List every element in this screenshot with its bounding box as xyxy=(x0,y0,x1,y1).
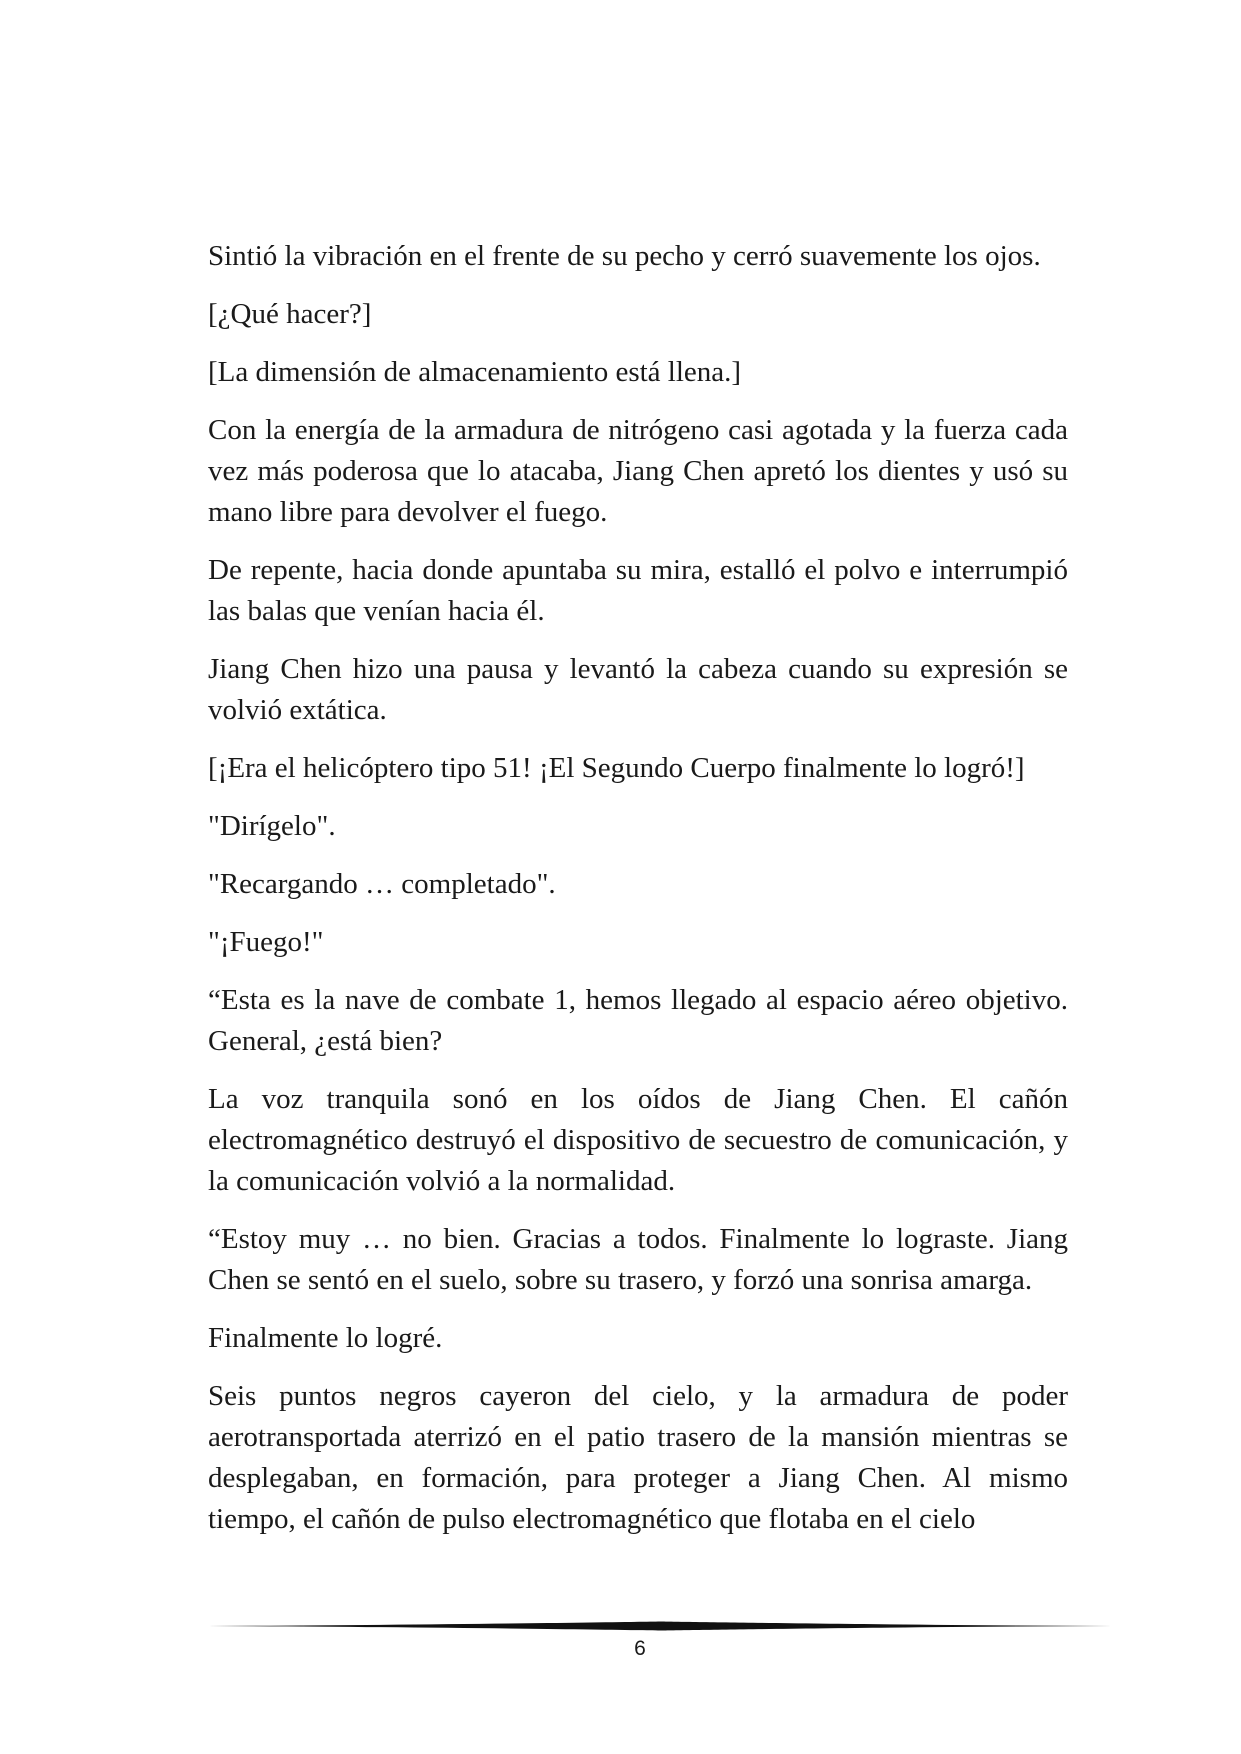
paragraph: Jiang Chen hizo una pausa y levantó la cabeza cuando su expresión se volvió extática. xyxy=(208,653,1068,726)
paragraph: “Esta es la nave de combate 1, hemos llegado al espacio aéreo objetivo. General, ¿está bien? xyxy=(208,984,1068,1057)
paragraph: La voz tranquila sonó en los oídos de Jiang Chen. El cañón electromagnético destruyó el dispositivo de secuestro de comunicación, y la comunicación volvió a la normalidad. xyxy=(208,1083,1068,1197)
paragraph: Seis puntos negros cayeron del cielo, y la armadura de poder aerotransportada aterrizó en el patio trasero de la mansión mientras se desplegaban, en formación, para proteger a Jiang Chen. Al mismo tiempo, el cañón de pulso electromagnético que flotaba en el cielo xyxy=(208,1380,1068,1535)
paragraph: “Estoy muy … no bien. Gracias a todos. Finalmente lo lograste. Jiang Chen se sentó en el suelo, sobre su trasero, y forzó una sonrisa amarga. xyxy=(208,1223,1068,1296)
paragraph: Sintió la vibración en el frente de su pecho y cerró suavemente los ojos. xyxy=(208,240,1041,272)
footer-divider xyxy=(208,1620,1112,1632)
footer-divider-stroke xyxy=(208,1622,1112,1631)
paragraph: Con la energía de la armadura de nitrógeno casi agotada y la fuerza cada vez más poderosa que lo atacaba, Jiang Chen apretó los dientes y usó su mano libre para devolver el fuego. xyxy=(208,414,1068,528)
paragraph: "Recargando … completado". xyxy=(208,868,556,900)
page-body xyxy=(208,236,1068,1540)
paragraph: [¿Qué hacer?] xyxy=(208,298,372,330)
paragraph: Finalmente lo logré. xyxy=(208,1322,443,1354)
paragraph: De repente, hacia donde apuntaba su mira, estalló el polvo e interrumpió las balas que venían hacia él. xyxy=(208,554,1068,627)
page-number: 6 xyxy=(634,1637,646,1660)
paragraph: [¡Era el helicóptero tipo 51! ¡El Segundo Cuerpo finalmente lo logró!] xyxy=(208,752,1025,784)
paragraph: "¡Fuego!" xyxy=(208,926,324,958)
paragraph: [La dimensión de almacenamiento está llena.] xyxy=(208,356,742,388)
paragraph: "Dirígelo". xyxy=(208,810,336,842)
